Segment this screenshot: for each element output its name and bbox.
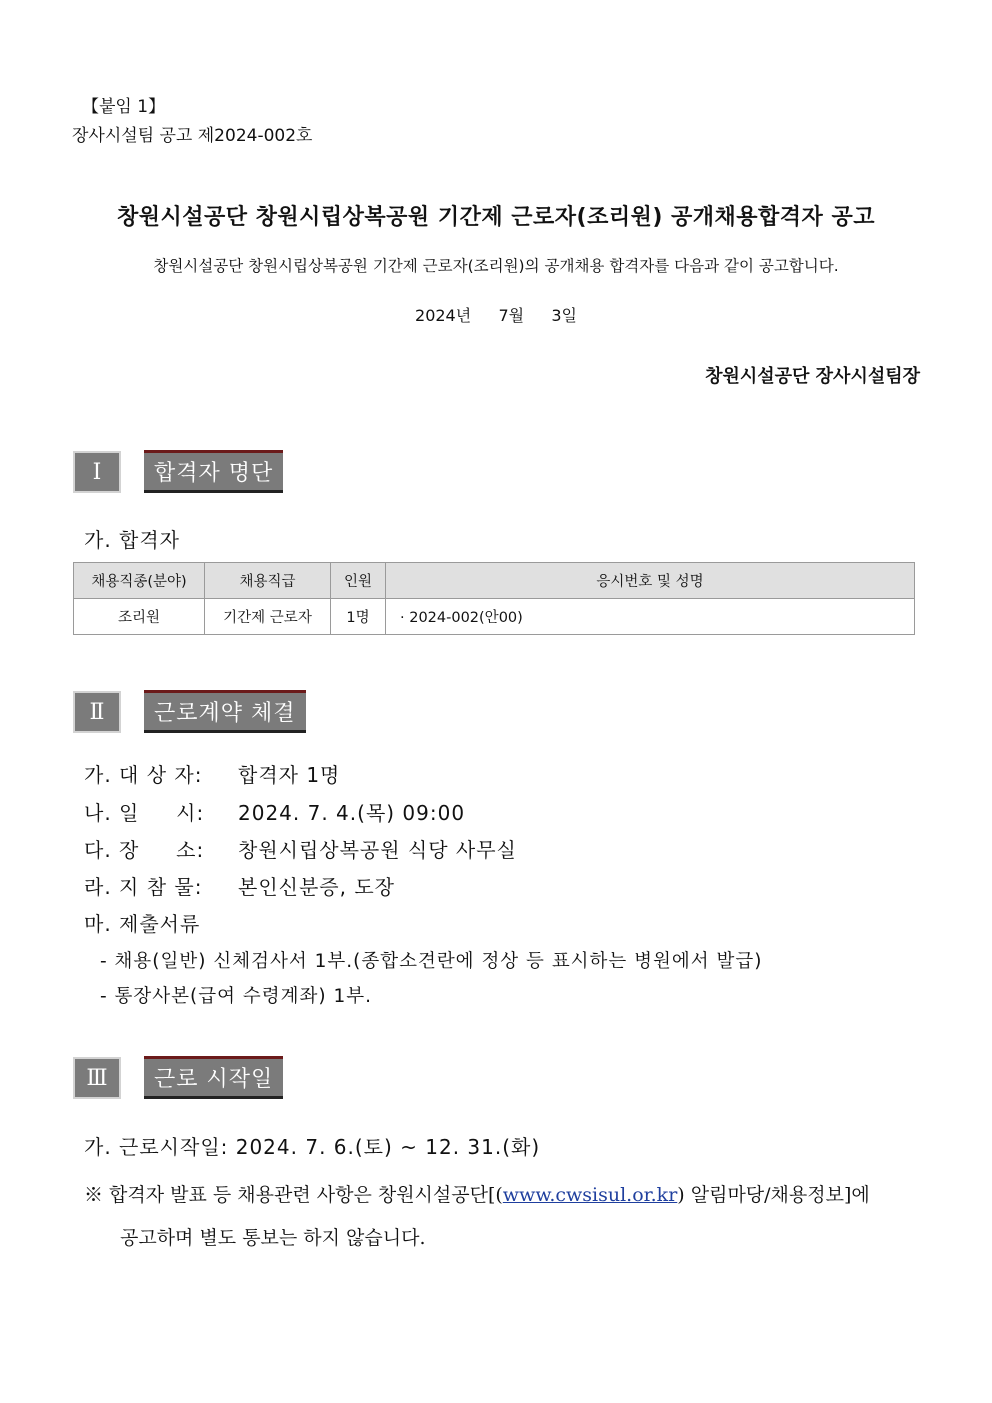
contract-item-label: 라. 지 참 물: — [84, 875, 203, 899]
document-list-item: - 채용(일반) 신체검사서 1부.(종합소견란에 정상 등 표시하는 병원에서 발급) — [100, 951, 763, 972]
contract-item-value: 창원시립상복공원 식당 사무실 — [238, 838, 517, 862]
document-title: 창원시설공단 창원시립상복공원 기간제 근로자(조리원) 공개채용합격자 공고 — [117, 205, 875, 230]
section-2-title: 근로계약 체결 — [144, 690, 306, 733]
contract-item-label: 다. 장 소: — [84, 838, 205, 862]
section-3-title: 근로 시작일 — [144, 1056, 283, 1099]
table-cell: 조리원 — [74, 599, 205, 635]
notice-number: 장사시설팀 공고 제2024-002호 — [72, 126, 313, 146]
website-link[interactable]: www.cwsisul.or.kr — [502, 1184, 678, 1206]
contract-item-value: 본인신분증, 도장 — [238, 875, 395, 899]
table-cell: 1명 — [331, 599, 386, 635]
notice-remark-line2: 공고하며 별도 통보는 하지 않습니다. — [120, 1227, 426, 1249]
contract-item-value: 합격자 1명 — [238, 763, 341, 787]
passer-table — [73, 562, 915, 635]
start-date-item: 가. 근로시작일: 2024. 7. 6.(토) ~ 12. 31.(화) — [84, 1135, 541, 1159]
contract-item-label: 가. 대 상 자: — [84, 763, 203, 787]
document-list-item: - 통장사본(급여 수령계좌) 1부. — [100, 986, 372, 1007]
table-header: 인원 — [331, 563, 386, 599]
signer: 창원시설공단 장사시설팀장 — [705, 366, 920, 387]
document-subtitle: 창원시설공단 창원시립상복공원 기간제 근로자(조리원)의 공개채용 합격자를 다음과 같이 공고합니다. — [153, 257, 839, 275]
section-2-number: Ⅱ — [73, 691, 121, 733]
contract-item — [84, 871, 395, 900]
remark-suffix: ) 알림마당/채용정보]에 — [677, 1184, 870, 1206]
contract-item-value: 2024. 7. 4.(목) 09:00 — [238, 801, 466, 825]
notice-date: 2024년 7월 3일 — [415, 306, 577, 325]
table-header: 채용직종(분야) — [74, 563, 205, 599]
notice-remark — [84, 1180, 870, 1207]
contract-item — [84, 759, 340, 788]
table-header: 응시번호 및 성명 — [386, 563, 915, 599]
contract-item — [84, 797, 465, 826]
table-header: 채용직급 — [205, 563, 331, 599]
section-3-number: Ⅲ — [73, 1057, 121, 1099]
attachment-label: 【붙임 1】 — [82, 97, 166, 117]
contract-item-label: 나. 일 시: — [84, 801, 205, 825]
section-1-number: Ⅰ — [73, 451, 121, 493]
table-row — [74, 599, 915, 635]
table-cell: 기간제 근로자 — [205, 599, 331, 635]
section-1-heading: 가. 합격자 — [84, 528, 180, 552]
table-cell: · 2024-002(안00) — [386, 599, 915, 635]
table-header-row — [74, 563, 915, 599]
contract-item — [84, 834, 517, 863]
contract-item-label: 마. 제출서류 — [84, 912, 201, 936]
remark-prefix: ※ 합격자 발표 등 채용관련 사항은 창원시설공단[( — [84, 1184, 503, 1206]
contract-item — [84, 908, 200, 937]
section-1-title: 합격자 명단 — [144, 450, 283, 493]
